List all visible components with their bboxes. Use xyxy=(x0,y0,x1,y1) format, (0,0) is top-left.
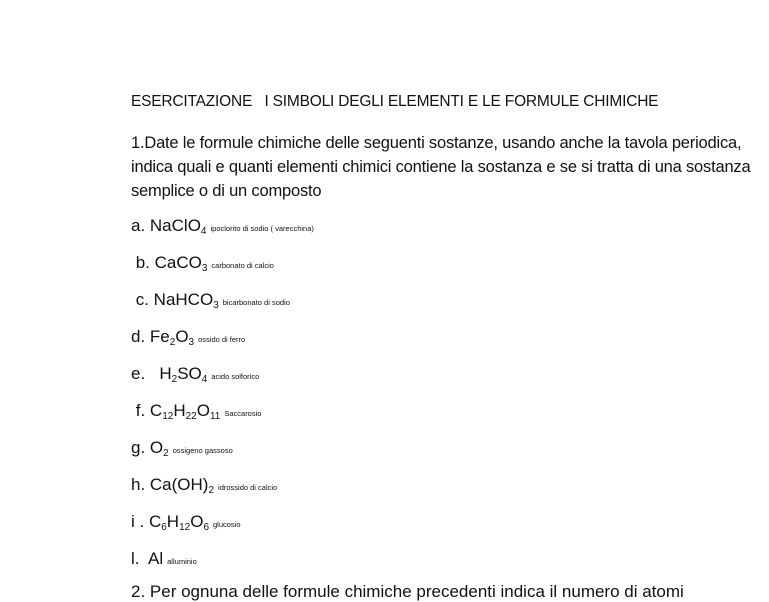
formula-item xyxy=(131,364,259,385)
substance-name: alluminio xyxy=(167,557,197,566)
item-label: l. xyxy=(131,549,149,568)
formula-item xyxy=(131,475,277,496)
item-label: e. xyxy=(131,364,160,383)
formula-item xyxy=(131,549,197,569)
chemical-formula: $O_2$ xyxy=(149,438,169,459)
chemical-formula: $Ca(OH)_2$ xyxy=(149,475,215,496)
formula-item xyxy=(131,512,241,533)
chemical-formula: $C_6H_{12}O_6$ xyxy=(148,512,209,533)
chemical-formula: CaCO$_3$ xyxy=(154,253,208,274)
formula-item xyxy=(131,290,290,311)
formula-item xyxy=(131,216,314,237)
item-label: f. xyxy=(131,401,150,420)
chemical-formula: $H_2SO_4$ xyxy=(159,364,208,385)
chemical-formula: $C_{12}H_{22}O_{11}$ xyxy=(149,401,221,422)
item-label: h. xyxy=(131,475,150,494)
next-exercise-text: 2. Per ognuna delle formule chimiche precedenti indica il numero di atomi xyxy=(131,582,684,601)
chemical-formula: $Fe_2O_3$ xyxy=(149,327,195,348)
substance-name: acido solforico xyxy=(211,372,260,381)
substance-name: carbonato di calcio xyxy=(211,261,274,270)
page-title: ESERCITAZIONE I SIMBOLI DEGLI ELEMENTI E LE FORMULE CHIMICHE xyxy=(131,93,659,110)
chemical-formula: NaHCO$_3$ xyxy=(153,290,219,311)
item-label: g. xyxy=(131,438,150,457)
substance-name: glucosio xyxy=(213,520,241,529)
substance-name: ossigeno gassoso xyxy=(172,446,233,455)
substance-name: Saccarosio xyxy=(224,409,262,418)
item-label: a. xyxy=(131,216,150,235)
item-label: b. xyxy=(131,253,155,272)
formula-item xyxy=(131,438,233,459)
chemical-formula: NaClO$_4$ xyxy=(149,216,207,237)
instruction-text: 1.Date le formule chimiche delle seguenti sostanze, usando anche la tavola periodica, indica quali e quanti elementi chimici contiene la sostanza e se si tratta di una sostanza semplice o di un composto xyxy=(131,134,751,200)
chemical-formula: Al xyxy=(148,549,164,568)
substance-name: ossido di ferro xyxy=(198,335,246,344)
item-label: d. xyxy=(131,327,150,346)
formula-item xyxy=(131,253,274,274)
substance-name: bicarbonato di sodio xyxy=(222,298,290,307)
substance-name: ipoclorito di sodio ( varecchina) xyxy=(210,224,314,233)
substance-name: idrossido di calcio xyxy=(218,483,278,492)
formula-item xyxy=(131,401,261,422)
formula-item xyxy=(131,327,245,348)
item-label: i . xyxy=(131,512,149,531)
item-label: c. xyxy=(131,290,154,309)
